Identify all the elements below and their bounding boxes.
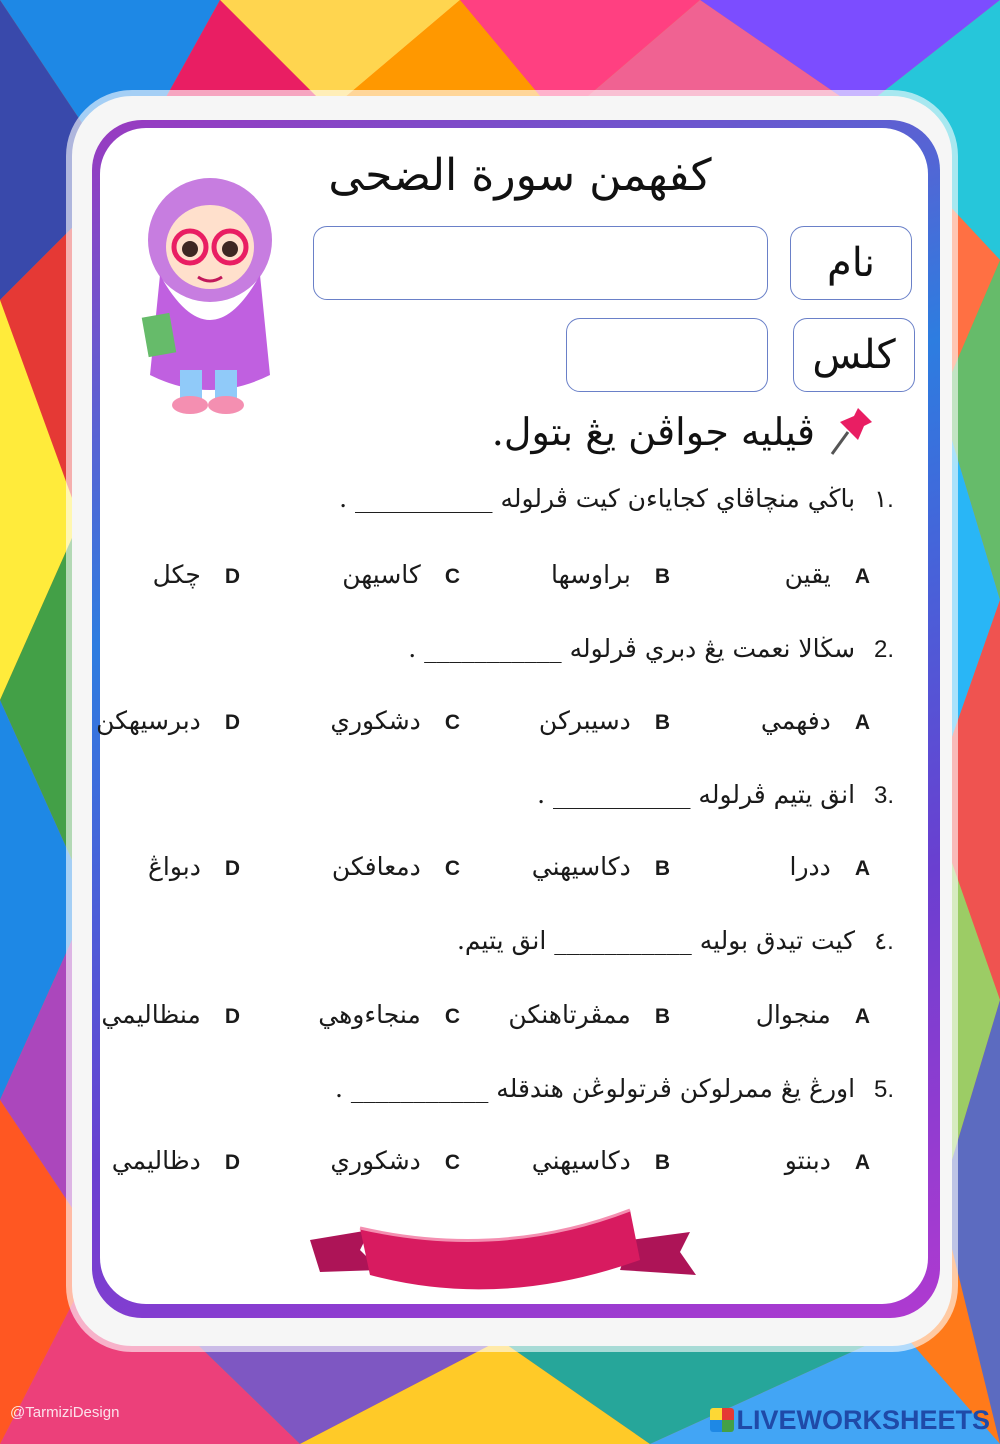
name-input[interactable] — [313, 226, 768, 300]
name-label-box — [790, 226, 912, 300]
ribbon-banner-decoration — [300, 1200, 700, 1300]
liveworksheets-brand[interactable] — [710, 1405, 990, 1436]
options-row-3 — [110, 852, 870, 896]
options-row-2 — [96, 706, 870, 750]
question-text: انق يتيم ڤرلوله ___________ . — [537, 780, 856, 809]
option-c[interactable]: Cدشكوري — [330, 706, 460, 735]
options-row-5 — [110, 1146, 870, 1190]
option-d[interactable]: Dمنظاليمي — [101, 1000, 240, 1029]
question-number: .3 — [873, 782, 895, 809]
question-text: باڬي منچاڤاي كجاياءن كيت ڤرلوله ___________ . — [339, 484, 856, 513]
option-d[interactable]: Dدبواڠ — [147, 852, 240, 881]
name-label: نام — [826, 240, 876, 286]
option-a[interactable]: Aددرا — [789, 852, 870, 881]
liveworksheets-logo-icon — [710, 1408, 734, 1432]
option-c[interactable]: Cمنجاءوهي — [318, 1000, 460, 1029]
question-number: .١ — [874, 486, 894, 513]
option-c[interactable]: Cدمعافكن — [331, 852, 460, 881]
option-d[interactable]: Dچكل — [152, 560, 240, 589]
question-3 — [537, 780, 905, 820]
question-text: كيت تيدق بوليه ___________ انق يتيم. — [456, 926, 856, 955]
class-label: كلس — [812, 332, 896, 378]
option-c[interactable]: Cدشكوري — [330, 1146, 460, 1175]
question-4 — [457, 926, 905, 966]
options-row-4 — [101, 1000, 870, 1044]
question-2 — [408, 634, 905, 674]
question-text: اورڠ يڠ ممرلوكن ڤرتولوڠن هندقله ___________ . — [334, 1074, 856, 1103]
question-number: .٤ — [874, 928, 894, 955]
cartoon-girl-illustration — [130, 165, 290, 425]
option-a[interactable]: Aدبنتو — [784, 1146, 870, 1175]
option-b[interactable]: Bدكاسيهني — [531, 852, 670, 881]
question-number: .2 — [873, 636, 895, 663]
class-input[interactable] — [566, 318, 768, 392]
option-b[interactable]: Bدسيبركن — [538, 706, 670, 735]
worksheet-title: كفهمن سورة الضحى — [328, 150, 712, 201]
question-number: .5 — [873, 1076, 895, 1103]
option-a[interactable]: Aدفهمي — [760, 706, 870, 735]
pushpin-icon — [828, 402, 878, 462]
options-row-1 — [110, 560, 870, 604]
designer-credit: @TarmiziDesign — [10, 1404, 120, 1421]
instruction-text: ڤيليه جواڤن يڠ بتول. — [491, 410, 815, 454]
option-d[interactable]: Dدبرسيهكن — [96, 706, 240, 735]
option-b[interactable]: Bممڤرتاهنكن — [508, 1000, 670, 1029]
option-d[interactable]: Dدظاليمي — [111, 1146, 240, 1175]
question-text: سڬالا نعمت يڠ دبري ڤرلوله ___________ . — [408, 634, 856, 663]
option-a[interactable]: Aيقين — [784, 560, 870, 589]
question-5 — [335, 1074, 905, 1114]
option-a[interactable]: Aمنجوال — [755, 1000, 870, 1029]
class-label-box — [793, 318, 915, 392]
brand-text: LIVEWORKSHEETS — [736, 1405, 990, 1435]
question-1 — [339, 484, 905, 524]
option-b[interactable]: Bبراوسها — [550, 560, 670, 589]
option-b[interactable]: Bدكاسيهني — [531, 1146, 670, 1175]
option-c[interactable]: Cكاسيهن — [342, 560, 460, 589]
